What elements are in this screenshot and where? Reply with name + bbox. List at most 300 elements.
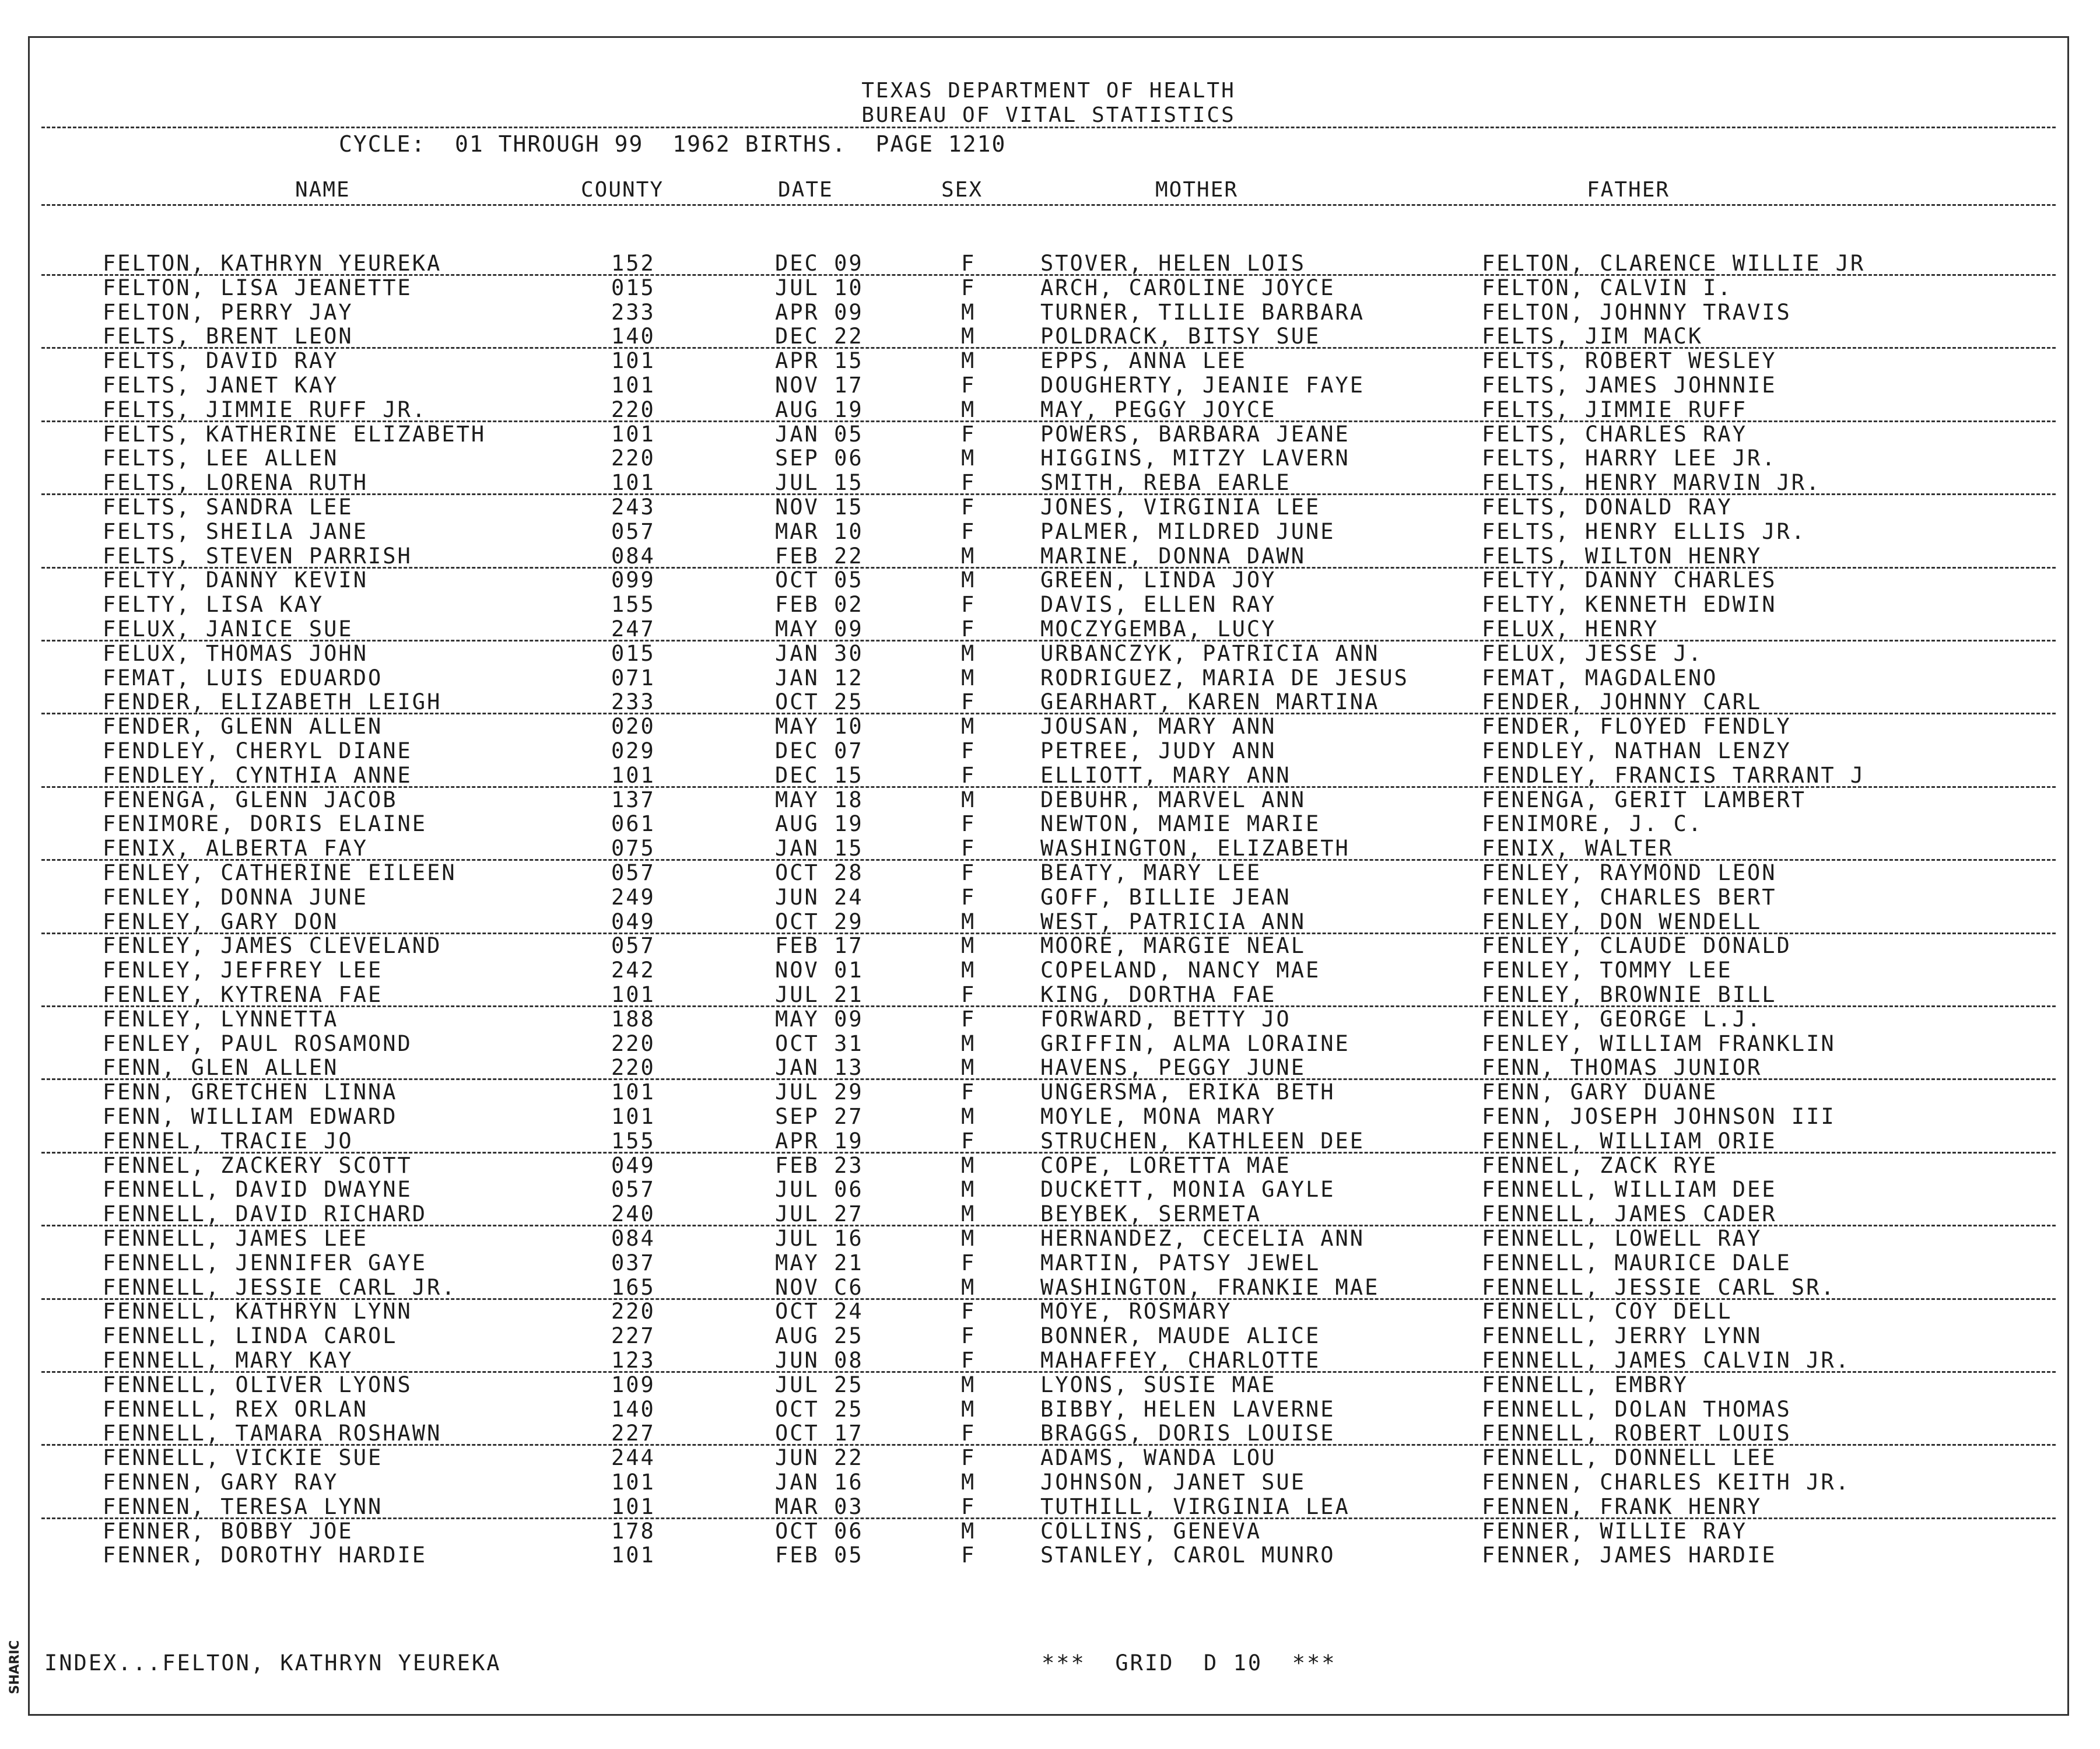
col-header-father: FATHER [1587,178,1670,202]
cell-father: FENNEN, CHARLES KEITH JR. [1482,1470,1850,1495]
cell-mother: UNGERSMA, ERIKA BETH [1040,1079,1335,1105]
cell-name: FENN, GLEN ALLEN [103,1055,339,1081]
cell-sex: F [961,1299,976,1324]
cell-name: FELTY, LISA KAY [103,592,324,618]
cell-name: FENDER, ELIZABETH LEIGH [103,689,442,715]
cell-father: FENDER, FLOYED FENDLY [1482,714,1792,739]
cell-county: 123 [611,1348,655,1373]
cell-name: FENNER, BOBBY JOE [103,1518,353,1544]
cell-date: MAY 18 [775,787,864,812]
cell-name: FELTS, STEVEN PARRISH [103,543,412,569]
cell-mother: POWERS, BARBARA JEANE [1040,421,1350,447]
cell-date: JUL 15 [775,470,864,496]
cell-mother: DEBUHR, MARVEL ANN [1040,787,1306,812]
cell-date: OCT 31 [775,1031,864,1056]
cell-sex: M [961,1518,976,1544]
cell-sex: M [961,397,976,422]
cell-name: FENDER, GLENN ALLEN [103,714,383,739]
cell-sex: F [961,518,976,544]
cell-sex: M [961,1396,976,1422]
cell-father: FENLEY, WILLIAM FRANKLIN [1482,1031,1836,1056]
cell-date: APR 19 [775,1128,864,1154]
cell-mother: NEWTON, MAMIE MARIE [1040,811,1321,837]
cell-sex: F [961,495,976,520]
cell-sex: M [961,567,976,593]
cell-county: 037 [611,1250,655,1275]
cell-date: FEB 17 [775,933,864,959]
cell-county: 029 [611,738,655,763]
col-header-name: NAME [295,178,350,202]
cell-county: 057 [611,1177,655,1203]
cell-father: FELTS, JIMMIE RUFF [1482,397,1747,422]
table-row [30,1031,2067,1056]
table-row [30,422,2067,446]
cell-mother: STOVER, HELEN LOIS [1040,251,1306,276]
index-entry: INDEX...FELTON, KATHRYN YEUREKA [44,1650,502,1676]
cell-name: FENLEY, GARY DON [103,909,339,934]
header-separator [41,127,2056,128]
table-row [30,373,2067,397]
table-row [30,348,2067,373]
cell-mother: MARINE, DONNA DAWN [1040,543,1306,569]
cell-mother: HERNANDEZ, CECELIA ANN [1040,1226,1365,1251]
margin-stamp: SHARIC [8,1640,22,1694]
cell-sex: M [961,1055,976,1081]
cell-name: FENNELL, LINDA CAROL [103,1323,398,1349]
cell-name: FENN, WILLIAM EDWARD [103,1104,398,1129]
cell-father: FENLEY, TOMMY LEE [1482,958,1733,983]
cell-date: JUL 16 [775,1226,864,1251]
table-row [30,811,2067,836]
cell-mother: WASHINGTON, ELIZABETH [1040,836,1350,861]
cell-county: 152 [611,251,655,276]
cell-father: FELTS, HENRY ELLIS JR. [1482,518,1807,544]
col-header-date: DATE [778,178,833,202]
cell-mother: JONES, VIRGINIA LEE [1040,495,1321,520]
cell-mother: MOYE, ROSMARY [1040,1299,1232,1324]
cell-father: FELTY, DANNY CHARLES [1482,567,1777,593]
cell-mother: PALMER, MILDRED JUNE [1040,518,1335,544]
cell-mother: GREEN, LINDA JOY [1040,567,1277,593]
cell-mother: EPPS, ANNA LEE [1040,348,1247,374]
cell-mother: MARTIN, PATSY JEWEL [1040,1250,1321,1275]
cell-name: FENNELL, TAMARA ROSHAWN [103,1421,442,1446]
cell-sex: F [961,1348,976,1373]
cell-county: 101 [611,348,655,374]
cell-county: 075 [611,836,655,861]
cell-sex: M [961,1152,976,1178]
cell-date: SEP 27 [775,1104,864,1129]
cell-date: OCT 25 [775,689,864,715]
cell-county: 242 [611,958,655,983]
cell-mother: GRIFFIN, ALMA LORAINE [1040,1031,1350,1056]
cell-father: FENIMORE, J. C. [1482,811,1703,837]
cell-father: FENLEY, CLAUDE DONALD [1482,933,1792,959]
cell-father: FELTS, WILTON HENRY [1482,543,1762,569]
cell-sex: F [961,1494,976,1519]
cell-father: FELUX, HENRY [1482,616,1659,642]
cell-mother: GEARHART, KAREN MARTINA [1040,689,1380,715]
cell-father: FENNELL, JESSIE CARL SR. [1482,1274,1836,1300]
cell-county: 249 [611,884,655,910]
cell-county: 220 [611,1299,655,1324]
cell-father: FENENGA, GERIT LAMBERT [1482,787,1807,812]
cell-sex: F [961,762,976,788]
cell-sex: M [961,1031,976,1056]
cell-sex: M [961,299,976,325]
cell-county: 015 [611,275,655,300]
cell-mother: DUCKETT, MONIA GAYLE [1040,1177,1335,1203]
cell-name: FENENGA, GLENN JACOB [103,787,398,812]
cell-sex: F [961,1006,976,1032]
cell-sex: M [961,446,976,471]
cell-county: 084 [611,543,655,569]
table-row [30,324,2067,348]
cell-mother: BRAGGS, DORIS LOUISE [1040,1421,1335,1446]
cell-father: FENNELL, JAMES CALVIN JR. [1482,1348,1850,1373]
cell-date: NOV C6 [775,1274,864,1300]
cell-name: FELTS, LORENA RUTH [103,470,368,496]
cell-name: FELTS, KATHERINE ELIZABETH [103,421,486,447]
table-row [30,519,2067,544]
cell-father: FENDER, JOHNNY CARL [1482,689,1762,715]
cell-name: FENLEY, LYNNETTA [103,1006,339,1032]
cell-name: FENNELL, OLIVER LYONS [103,1372,412,1397]
table-row [30,860,2067,885]
cell-county: 049 [611,1152,655,1178]
table-row [30,544,2067,568]
columns-separator [41,204,2056,206]
cell-sex: M [961,1470,976,1495]
cell-date: JUN 24 [775,884,864,910]
cell-county: 155 [611,592,655,618]
cell-date: APR 15 [775,348,864,374]
cell-date: JUL 25 [775,1372,864,1397]
cell-sex: F [961,616,976,642]
cell-date: MAR 03 [775,1494,864,1519]
cell-sex: F [961,373,976,398]
col-header-mother: MOTHER [1155,178,1239,202]
table-row [30,1079,2067,1104]
cell-father: FENN, JOSEPH JOHNSON III [1482,1104,1836,1129]
cell-mother: PETREE, JUDY ANN [1040,738,1277,763]
table-row [30,1007,2067,1031]
cell-mother: MOCZYGEMBA, LUCY [1040,616,1277,642]
table-row [30,470,2067,495]
cell-name: FENLEY, JAMES CLEVELAND [103,933,442,959]
cell-mother: COLLINS, GENEVA [1040,1518,1262,1544]
cell-date: MAY 09 [775,616,864,642]
cell-father: FELTS, ROBERT WESLEY [1482,348,1777,374]
cell-county: 057 [611,518,655,544]
table-row [30,1299,2067,1323]
cell-mother: ADAMS, WANDA LOU [1040,1445,1277,1471]
cell-name: FENLEY, DONNA JUNE [103,884,368,910]
cell-mother: WEST, PATRICIA ANN [1040,909,1306,934]
cell-sex: F [961,592,976,618]
cell-name: FENN, GRETCHEN LINNA [103,1079,398,1105]
table-row [30,738,2067,763]
cell-sex: M [961,933,976,959]
cell-mother: HAVENS, PEGGY JUNE [1040,1055,1306,1081]
cell-date: MAY 21 [775,1250,864,1275]
cell-mother: ARCH, CAROLINE JOYCE [1040,275,1335,300]
cell-sex: F [961,860,976,885]
table-row [30,641,2067,665]
cell-sex: M [961,909,976,934]
cell-mother: POLDRACK, BITSY SUE [1040,324,1321,349]
cell-county: 247 [611,616,655,642]
cell-father: FELTS, JAMES JOHNNIE [1482,373,1777,398]
cell-sex: M [961,1104,976,1129]
cell-father: FELTON, JOHNNY TRAVIS [1482,299,1792,325]
cell-date: OCT 25 [775,1396,864,1422]
cell-date: JAN 30 [775,640,864,666]
cell-mother: URBANCZYK, PATRICIA ANN [1040,640,1380,666]
cell-father: FENN, THOMAS JUNIOR [1482,1055,1762,1081]
cell-name: FELUX, THOMAS JOHN [103,640,368,666]
cell-sex: F [961,1543,976,1568]
cell-sex: M [961,714,976,739]
table-row [30,933,2067,958]
cell-date: AUG 25 [775,1323,864,1349]
cell-father: FENLEY, RAYMOND LEON [1482,860,1777,885]
table-row [30,1445,2067,1470]
table-row [30,836,2067,860]
table-row [30,275,2067,300]
table-row [30,1494,2067,1519]
cell-name: FELTON, LISA JEANETTE [103,275,412,300]
cell-date: JUL 29 [775,1079,864,1105]
cell-name: FELTS, DAVID RAY [103,348,339,374]
cell-date: AUG 19 [775,811,864,837]
cell-father: FELTS, HARRY LEE JR. [1482,446,1777,471]
table-row [30,1470,2067,1494]
cell-mother: TURNER, TILLIE BARBARA [1040,299,1365,325]
cell-county: 233 [611,689,655,715]
cycle-info: CYCLE: 01 THROUGH 99 1962 BIRTHS. PAGE 1210 [339,131,1007,157]
cell-father: FENNELL, JAMES CADER [1482,1201,1777,1227]
cell-name: FENIX, ALBERTA FAY [103,836,368,861]
cell-name: FELTS, BRENT LEON [103,324,353,349]
cell-county: 220 [611,1055,655,1081]
cell-father: FELTS, DONALD RAY [1482,495,1733,520]
cell-date: DEC 22 [775,324,864,349]
cell-sex: F [961,982,976,1007]
cell-father: FENLEY, CHARLES BERT [1482,884,1777,910]
cell-date: JUN 08 [775,1348,864,1373]
cell-county: 099 [611,567,655,593]
cell-county: 220 [611,397,655,422]
cell-name: FELUX, JANICE SUE [103,616,353,642]
cell-name: FENNELL, DAVID DWAYNE [103,1177,412,1203]
cell-father: FELTON, CLARENCE WILLIE JR [1482,251,1866,276]
cell-name: FENNELL, JESSIE CARL JR. [103,1274,457,1300]
cell-father: FENNELL, ROBERT LOUIS [1482,1421,1792,1446]
cell-date: NOV 01 [775,958,864,983]
cell-county: 101 [611,1104,655,1129]
cell-county: 243 [611,495,655,520]
cell-county: 244 [611,1445,655,1471]
cell-county: 227 [611,1323,655,1349]
cell-date: JUL 06 [775,1177,864,1203]
cell-date: MAY 09 [775,1006,864,1032]
cell-county: 101 [611,373,655,398]
cell-mother: BIBBY, HELEN LAVERNE [1040,1396,1335,1422]
cell-date: FEB 22 [775,543,864,569]
cell-father: FENN, GARY DUANE [1482,1079,1718,1105]
col-header-county: COUNTY [581,178,664,202]
cell-father: FELTON, CALVIN I. [1482,275,1733,300]
cell-name: FELTON, PERRY JAY [103,299,353,325]
cell-county: 188 [611,1006,655,1032]
cell-county: 057 [611,860,655,885]
table-row [30,958,2067,982]
cell-mother: LYONS, SUSIE MAE [1040,1372,1277,1397]
cell-mother: ELLIOTT, MARY ANN [1040,762,1291,788]
cell-mother: RODRIGUEZ, MARIA DE JESUS [1040,665,1409,691]
cell-name: FELTS, JANET KAY [103,373,339,398]
table-row [30,1128,2067,1153]
cell-name: FENDLEY, CYNTHIA ANNE [103,762,412,788]
table-row [30,1055,2067,1079]
cell-sex: F [961,275,976,300]
cell-sex: M [961,787,976,812]
cell-name: FENIMORE, DORIS ELAINE [103,811,427,837]
cell-mother: JOUSAN, MARY ANN [1040,714,1277,739]
cell-father: FENNELL, LOWELL RAY [1482,1226,1762,1251]
cell-name: FELTON, KATHRYN YEUREKA [103,251,442,276]
cell-name: FENNELL, JAMES LEE [103,1226,368,1251]
cell-date: AUG 19 [775,397,864,422]
cell-mother: MOORE, MARGIE NEAL [1040,933,1306,959]
cell-name: FENNEL, ZACKERY SCOTT [103,1152,412,1178]
cell-date: JAN 13 [775,1055,864,1081]
cell-county: 101 [611,762,655,788]
cell-sex: M [961,1274,976,1300]
table-row [30,495,2067,519]
cell-father: FENDLEY, NATHAN LENZY [1482,738,1792,763]
cell-father: FENNER, JAMES HARDIE [1482,1543,1777,1568]
cell-county: 140 [611,1396,655,1422]
table-row [30,1421,2067,1445]
cell-sex: M [961,324,976,349]
cell-sex: F [961,251,976,276]
cell-mother: JOHNSON, JANET SUE [1040,1470,1306,1495]
cell-county: 240 [611,1201,655,1227]
cell-name: FENNELL, JENNIFER GAYE [103,1250,427,1275]
cell-mother: DOUGHERTY, JEANIE FAYE [1040,373,1365,398]
cell-name: FELTS, JIMMIE RUFF JR. [103,397,427,422]
cell-mother: STRUCHEN, KATHLEEN DEE [1040,1128,1365,1154]
cell-mother: DAVIS, ELLEN RAY [1040,592,1277,618]
cell-father: FENNEL, ZACK RYE [1482,1152,1718,1178]
table-row [30,567,2067,592]
table-row [30,885,2067,909]
cell-mother: WASHINGTON, FRANKIE MAE [1040,1274,1380,1300]
cell-father: FENNER, WILLIE RAY [1482,1518,1747,1544]
cell-sex: F [961,470,976,496]
grid-reference: *** GRID D 10 *** [1042,1650,1337,1676]
cell-sex: F [961,811,976,837]
cell-county: 137 [611,787,655,812]
cell-name: FENNELL, VICKIE SUE [103,1445,383,1471]
cell-sex: F [961,738,976,763]
cell-county: 101 [611,1543,655,1568]
cell-date: MAY 10 [775,714,864,739]
cell-date: NOV 15 [775,495,864,520]
table-row [30,982,2067,1007]
cell-father: FENNELL, WILLIAM DEE [1482,1177,1777,1203]
cell-name: FEMAT, LUIS EDUARDO [103,665,383,691]
cell-date: DEC 07 [775,738,864,763]
cell-name: FENLEY, CATHERINE EILEEN [103,860,457,885]
cell-name: FELTS, SANDRA LEE [103,495,353,520]
cell-father: FELTY, KENNETH EDWIN [1482,592,1777,618]
cell-county: 101 [611,421,655,447]
cell-county: 015 [611,640,655,666]
cell-mother: MAHAFFEY, CHARLOTTE [1040,1348,1321,1373]
cell-county: 227 [611,1421,655,1446]
cell-date: DEC 15 [775,762,864,788]
cell-county: 109 [611,1372,655,1397]
cell-name: FENNELL, REX ORLAN [103,1396,368,1422]
cell-father: FENNELL, DOLAN THOMAS [1482,1396,1792,1422]
cell-mother: TUTHILL, VIRGINIA LEA [1040,1494,1350,1519]
cell-sex: M [961,958,976,983]
cell-date: JUL 27 [775,1201,864,1227]
cell-father: FELTS, HENRY MARVIN JR. [1482,470,1821,496]
table-row [30,1177,2067,1201]
cell-date: JUL 21 [775,982,864,1007]
table-row [30,446,2067,470]
cell-sex: F [961,1445,976,1471]
table-row [30,1275,2067,1299]
cell-date: APR 09 [775,299,864,325]
cell-name: FENNELL, MARY KAY [103,1348,353,1373]
cell-father: FENNEL, WILLIAM ORIE [1482,1128,1777,1154]
cell-mother: COPE, LORETTA MAE [1040,1152,1291,1178]
cell-county: 101 [611,982,655,1007]
cell-date: FEB 02 [775,592,864,618]
cell-date: OCT 28 [775,860,864,885]
cell-date: OCT 05 [775,567,864,593]
cell-sex: F [961,884,976,910]
table-row [30,1153,2067,1177]
cell-mother: SMITH, REBA EARLE [1040,470,1291,496]
cell-date: JUN 22 [775,1445,864,1471]
table-row [30,616,2067,641]
cell-father: FEMAT, MAGDALENO [1482,665,1718,691]
cell-sex: F [961,1323,976,1349]
table-row [30,1323,2067,1348]
cell-county: 233 [611,299,655,325]
cell-name: FELTS, SHEILA JANE [103,518,368,544]
table-row [30,592,2067,616]
cell-date: OCT 24 [775,1299,864,1324]
table-row [30,763,2067,787]
cell-name: FENLEY, KYTRENA FAE [103,982,383,1007]
cell-sex: F [961,836,976,861]
cell-mother: MAY, PEGGY JOYCE [1040,397,1277,422]
cell-mother: FORWARD, BETTY JO [1040,1006,1291,1032]
cell-county: 220 [611,446,655,471]
cell-father: FENNELL, COY DELL [1482,1299,1733,1324]
table-row [30,1201,2067,1226]
cell-county: 140 [611,324,655,349]
cell-sex: F [961,689,976,715]
cell-sex: M [961,543,976,569]
